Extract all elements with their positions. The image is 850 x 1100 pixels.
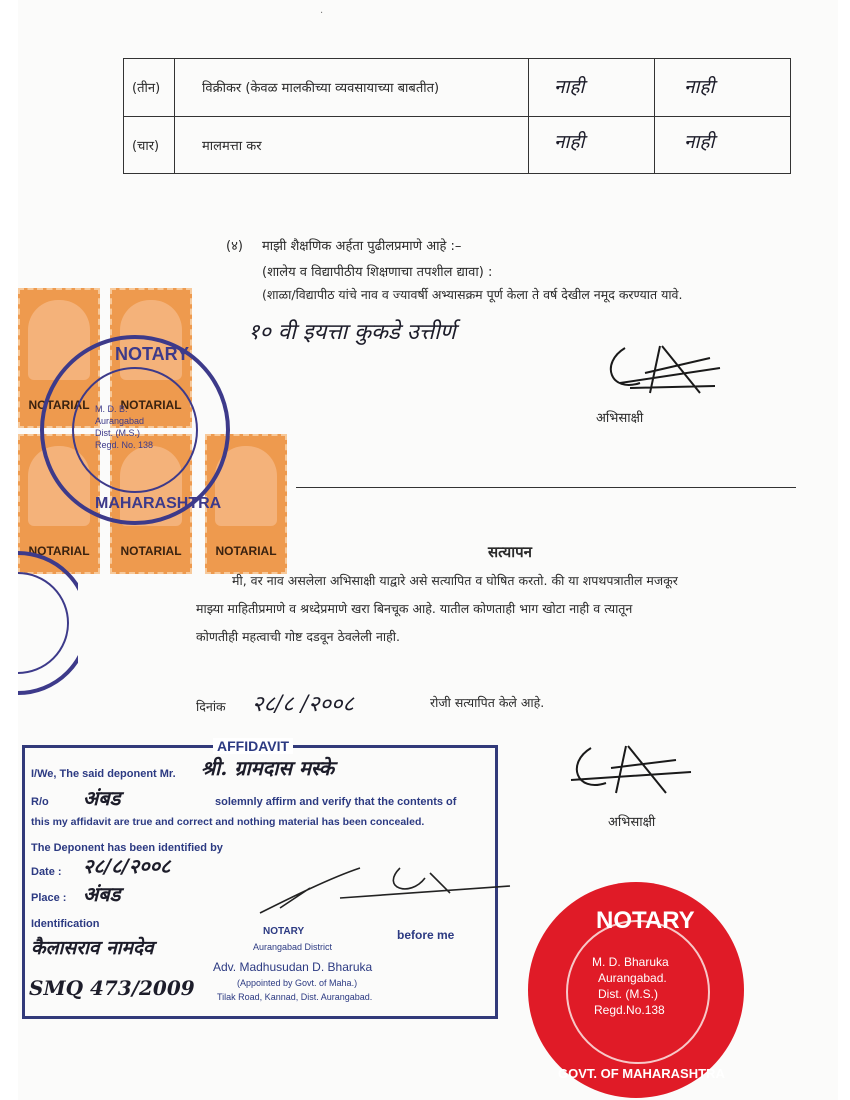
svg-text:Aurangabad: Aurangabad (95, 416, 145, 426)
table-row (124, 116, 790, 173)
svg-text:GOVT. OF MAHARASHTRA: GOVT. OF MAHARASHTRA (558, 1066, 725, 1081)
verification-line: माझ्या माहितीप्रमाणे व श्रध्देप्रमाणे खरा बिनचूक आहे. यातील कोणताही भाग खोटा नाही व त्यातून (196, 601, 633, 616)
row-value-1: नाही (554, 76, 585, 98)
notary-signature (250, 858, 520, 928)
svg-text:M. D. Bharuka: M. D. Bharuka (592, 955, 669, 969)
tax-table (123, 58, 791, 174)
svg-text:Aurangabad.: Aurangabad. (598, 971, 667, 985)
signer-label: अभिसाक्षी (596, 411, 644, 426)
section-number: (४) (226, 239, 243, 254)
date-value: २८/८/२००८ (83, 854, 171, 878)
notary-name: Adv. Madhusudan D. Bharuka (213, 960, 373, 974)
district: Aurangabad District (253, 942, 333, 952)
verification-title: सत्यापन (488, 543, 532, 561)
svg-text:Regd.No.138: Regd.No.138 (594, 1003, 665, 1017)
date-label: Date : (31, 866, 62, 878)
date-value: २८/८ /२००८ (252, 692, 354, 717)
identification-label: Identification (31, 918, 100, 930)
row-label: मालमत्ता कर (202, 139, 262, 154)
svg-text:NOTARY: NOTARY (596, 907, 695, 934)
verification-line: कोणतीही महत्वाची गोष्ट दडवून ठेवलेली नाही. (196, 629, 400, 644)
revenue-stamp: NOTARIAL (205, 434, 287, 574)
identified-text: The Deponent has been identified by (31, 842, 223, 854)
education-heading: माझी शैक्षणिक अर्हता पुढीलप्रमाणे आहे :– (262, 239, 462, 254)
place-label: Place : (31, 892, 67, 904)
date-suffix: रोजी सत्यापित केले आहे. (430, 695, 545, 710)
signature (600, 338, 730, 398)
revenue-stamp: NOTARIAL (110, 288, 192, 428)
notary-round-seal (35, 330, 235, 530)
appointed-text: (Appointed by Govt. of Maha.) (237, 978, 358, 988)
education-note: (शाळा/विद्यापीठ यांचे नाव व ज्यावर्षी अभ्यासक्रम पूर्ण केला ते वर्ष देखील नमूद करण्यात यावे. (262, 287, 683, 302)
affirm-text: this my affidavit are true and correct and nothing material has been concealed. (31, 816, 425, 828)
svg-text:Regd. No. 138: Regd. No. 138 (95, 440, 154, 450)
education-instruction: (शालेय व विद्यापीठीय शिक्षणाचा तपशील द्यावा) : (262, 265, 493, 280)
row-value-2: नाही (684, 76, 715, 98)
verification-line: मी, वर नाव असलेला अभिसाक्षी याद्वारे असे सत्यापित व घोषित करतो. की या शपथपत्रातील मजकूर (232, 573, 678, 588)
svg-text:MAHARASHTRA: MAHARASHTRA (95, 495, 222, 512)
svg-text:M. D. B.: M. D. B. (95, 404, 128, 414)
scan-mark: · (320, 8, 324, 19)
registration-number: SMQ 473/2009 (29, 976, 195, 1000)
signature (566, 738, 696, 798)
deponent-name: श्री. ग्रामदास मस्के (201, 756, 335, 780)
svg-text:NOTARY: NOTARY (115, 344, 189, 364)
table-row (124, 59, 790, 117)
signer-label: अभिसाक्षी (608, 815, 656, 830)
residence-prefix: R/o (31, 796, 49, 808)
row-value-2: नाही (684, 131, 715, 153)
svg-text:Dist. (M.S.): Dist. (M.S.) (598, 987, 658, 1001)
row-number: (चार) (132, 139, 160, 154)
divider (296, 487, 796, 488)
deponent-prefix: I/We, The said deponent Mr. (31, 768, 176, 780)
notary-red-seal (528, 882, 744, 1098)
date-label: दिनांक (196, 699, 226, 714)
revenue-stamp: NOTARIAL (18, 288, 100, 428)
revenue-stamp: NOTARIAL (110, 434, 192, 574)
row-value-1: नाही (554, 131, 585, 153)
notary-word: NOTARY (263, 926, 305, 937)
identification-value: कैलासराव नामदेव (31, 937, 154, 959)
svg-text:Dist. (M.S.): Dist. (M.S.) (95, 428, 140, 438)
affidavit-title: AFFIDAVIT (213, 738, 293, 754)
place-value: अंबड (83, 882, 121, 906)
residence-value: अंबड (83, 786, 121, 810)
notary-address: Tilak Road, Kannad, Dist. Aurangabad. (217, 992, 373, 1002)
before-me: before me (397, 928, 455, 942)
affirm-text: solemnly affirm and verify that the contents of (215, 796, 457, 808)
revenue-stamp: NOTARIAL (18, 434, 100, 574)
partial-seal (18, 548, 78, 698)
row-label: विक्रीकर (केवळ मालकीच्या व्यवसायाच्या बाबतीत) (202, 81, 440, 96)
education-handwritten: १० वी इयत्ता कुकडे उत्तीर्ण (248, 320, 456, 345)
row-number: (तीन) (132, 81, 161, 96)
